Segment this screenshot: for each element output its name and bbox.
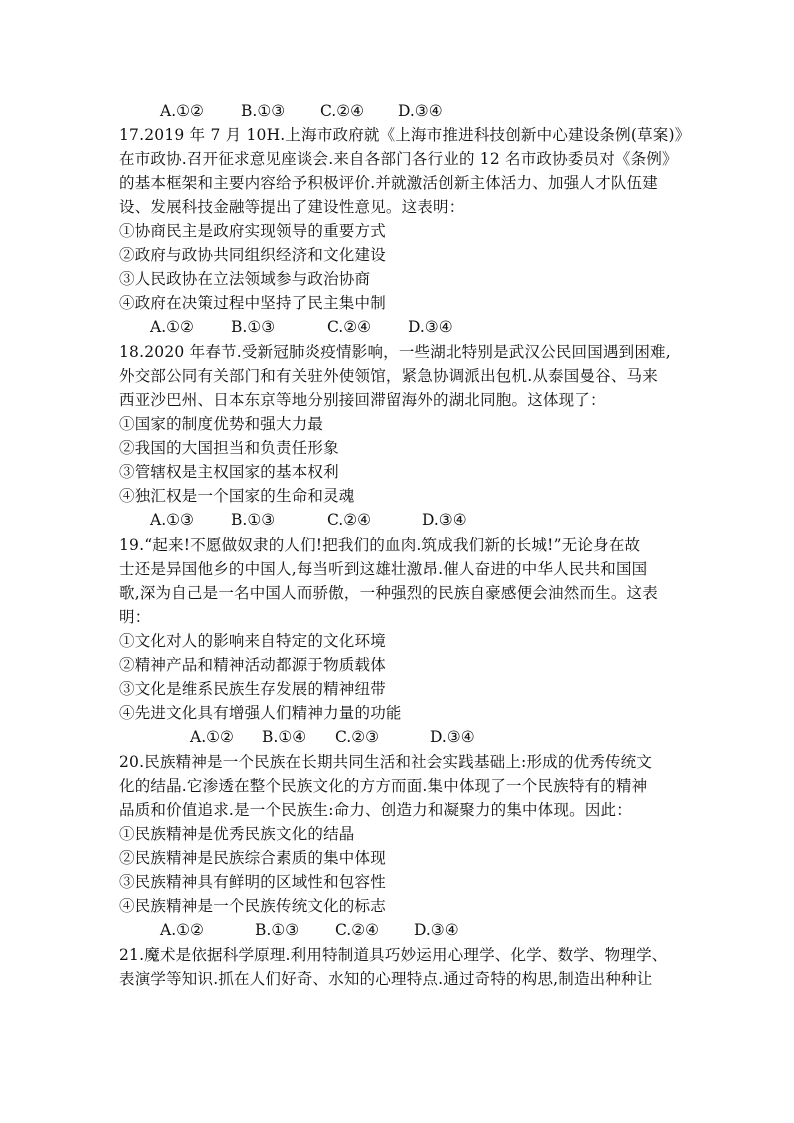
question-stem-line: 士还是异国他乡的中国人,每当听到这雄壮激昂.催人奋进的中华人民共和国国 bbox=[119, 560, 648, 578]
option-a: A.①② bbox=[190, 728, 234, 746]
statement-2: ②政府与政协共同组织经济和文化建设 bbox=[119, 246, 386, 264]
question-stem-line: 在市政协.召开征求意见座谈会.来自各部门各行业的 12 名市政协委员对《条例》 bbox=[119, 150, 678, 168]
statement-4: ④民族精神是一个民族传统文化的标志 bbox=[119, 897, 386, 915]
option-d: D.③④ bbox=[422, 511, 467, 529]
question-stem-line: 21.魔术是依据科学原理.利用特制道具巧妙运用心理学、化学、数学、物理学、 bbox=[119, 946, 668, 964]
question-stem-line: 表演学等知识.抓在人们好奇、水知的心理特点.通过奇特的构思,制造出种种让 bbox=[119, 970, 653, 988]
option-a: A.①② bbox=[160, 102, 204, 120]
question-stem-line: 17.2019 年 7 月 10H.上海市政府就《上海市推进科技创新中心建设条例(草案)》 bbox=[119, 126, 691, 144]
question-stem-line: 的基本框架和主要内容给予积极评价.并就激活创新主体活力、加强人才队伍建 bbox=[119, 174, 658, 192]
question-stem-line: 20.民族精神是一个民族在长期共同生活和社会实践基础上:形成的优秀传统文 bbox=[119, 753, 653, 771]
statement-1: ①协商民主是政府实现领导的重要方式 bbox=[119, 222, 386, 240]
statement-2: ②精神产品和精神活动都源于物质载体 bbox=[119, 656, 386, 674]
question-stem-line: 18.2020 年春节.受新冠肺炎疫情影响，一些湖北特别是武汉公民回国遇到困难, bbox=[119, 343, 671, 361]
question-stem-line: 19.“起来!不愿做奴隶的人们!把我们的血肉.筑成我们新的长城!”无论身在故 bbox=[119, 536, 641, 554]
statement-3: ③文化是维系民族生存发展的精神纽带 bbox=[119, 680, 386, 698]
option-d: D.③④ bbox=[430, 728, 475, 746]
option-d: D.③④ bbox=[398, 102, 443, 120]
question-stem-line: 设、发展科技金融等提出了建设性意见。这表明： bbox=[119, 198, 465, 216]
question-stem-line: 品质和价值追求.是一个民族生:命力、创造力和凝聚力的集中体现。因此： bbox=[119, 801, 632, 819]
statement-4: ④独汇权是一个国家的生命和灵魂 bbox=[119, 487, 355, 505]
option-c: C.②③ bbox=[335, 728, 380, 746]
question-stem-line: 明： bbox=[119, 608, 151, 626]
option-c: C.②④ bbox=[327, 318, 372, 336]
statement-3: ③人民政协在立法领域参与政治协商 bbox=[119, 270, 371, 288]
statement-2: ②民族精神是民族综合素质的集中体现 bbox=[119, 849, 386, 867]
statement-1: ①国家的制度优势和强大力最 bbox=[119, 415, 324, 433]
statement-2: ②我国的大国担当和负责任形象 bbox=[119, 439, 339, 457]
option-d: D.③④ bbox=[408, 318, 453, 336]
statement-1: ①民族精神是优秀民族文化的结晶 bbox=[119, 825, 355, 843]
option-c: C.②④ bbox=[320, 102, 365, 120]
question-stem-line: 西亚沙巴州、日本东京等地分别接回滞留海外的湖北同胞。这体现了： bbox=[119, 391, 606, 409]
statement-3: ③民族精神具有鲜明的区域性和包容性 bbox=[119, 873, 386, 891]
option-b: B.①③ bbox=[255, 921, 300, 939]
option-a: A.①② bbox=[150, 318, 194, 336]
statement-4: ④政府在决策过程中坚持了民主集中制 bbox=[119, 294, 386, 312]
option-d: D.③④ bbox=[414, 921, 459, 939]
question-stem-line: 化的结晶.它渗透在整个民族文化的方方而面.集中体现了一个民族特有的精神 bbox=[119, 777, 648, 795]
option-a: A.①② bbox=[160, 921, 204, 939]
statement-3: ③管辖权是主权国家的基本权利 bbox=[119, 463, 339, 481]
statement-1: ①文化对人的影响来自特定的文化环境 bbox=[119, 632, 386, 650]
statement-4: ④先进文化具有增强人们精神力量的功能 bbox=[119, 704, 402, 722]
option-b: B.①③ bbox=[231, 318, 276, 336]
option-b: B.①③ bbox=[231, 511, 276, 529]
question-stem-line: 歌,深为自己是一名中国人而骄傲，一种强烈的民族自豪感便会油然而生。这表 bbox=[119, 584, 658, 602]
option-c: C.②④ bbox=[327, 511, 372, 529]
option-b: B.①③ bbox=[241, 102, 286, 120]
question-stem-line: 外交部公同有关部门和有关驻外使领馆，紧急协调派出包机.从泰国曼谷、马来 bbox=[119, 367, 658, 385]
option-c: C.②④ bbox=[335, 921, 380, 939]
option-b: B.①④ bbox=[262, 728, 307, 746]
option-a: A.①③ bbox=[150, 511, 194, 529]
